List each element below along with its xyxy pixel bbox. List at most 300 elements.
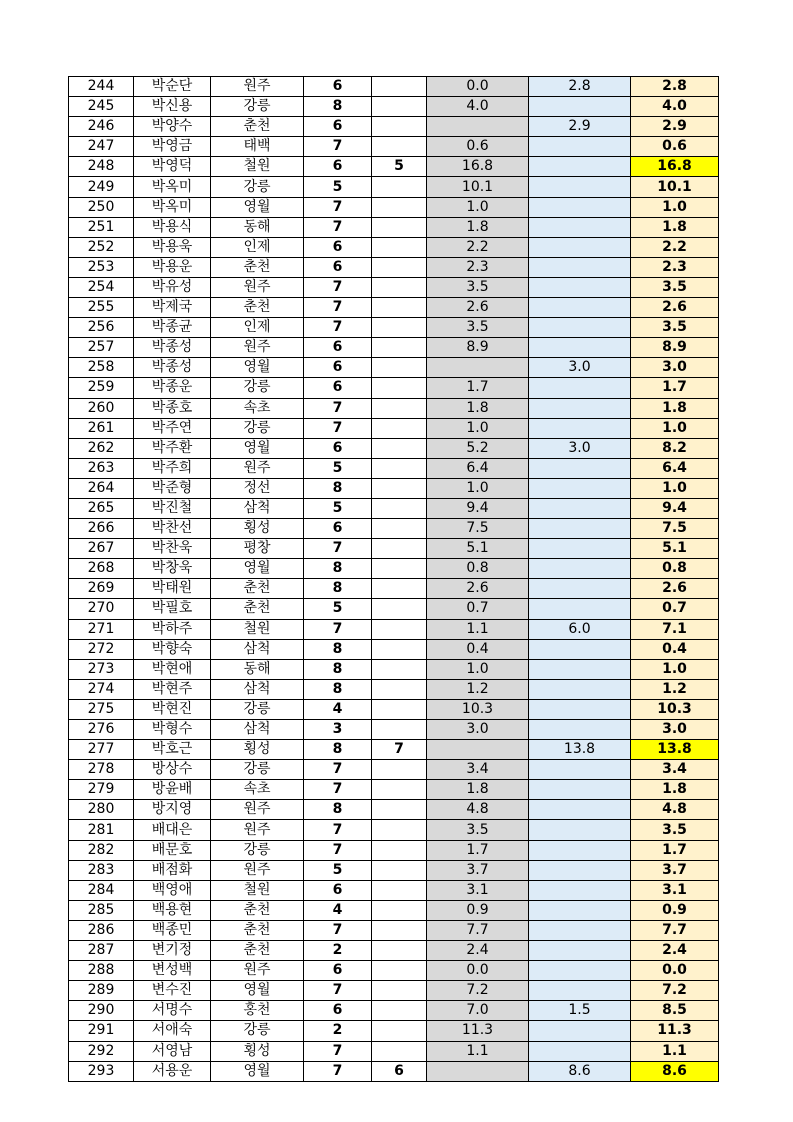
row-number-cell: 257 [69, 338, 134, 358]
value1-cell: 7.2 [427, 981, 529, 1001]
total-cell: 1.1 [631, 1041, 719, 1061]
table-row [69, 519, 719, 539]
region-cell: 강릉 [211, 177, 304, 197]
region-cell: 평창 [211, 539, 304, 559]
value2-cell [529, 860, 631, 880]
mark-cell [372, 679, 427, 699]
name-cell: 변성백 [134, 961, 211, 981]
mark-cell [372, 498, 427, 518]
table-row [69, 358, 719, 378]
value1-cell: 0.0 [427, 77, 529, 97]
name-cell: 배점화 [134, 860, 211, 880]
mark-cell [372, 338, 427, 358]
value2-cell [529, 177, 631, 197]
mark-cell [372, 760, 427, 780]
total-cell: 2.9 [631, 117, 719, 137]
name-cell: 박찬욱 [134, 539, 211, 559]
name-cell: 박현진 [134, 699, 211, 719]
value2-cell [529, 137, 631, 157]
value2-cell [529, 378, 631, 398]
region-cell: 원주 [211, 961, 304, 981]
value2-cell [529, 559, 631, 579]
mark-cell [372, 981, 427, 1001]
mark-cell [372, 378, 427, 398]
grade-cell: 7 [304, 619, 372, 639]
value2-cell [529, 820, 631, 840]
value2-cell: 2.9 [529, 117, 631, 137]
name-cell: 박종운 [134, 378, 211, 398]
value1-cell: 1.0 [427, 418, 529, 438]
name-cell: 박종성 [134, 358, 211, 378]
value1-cell: 3.5 [427, 277, 529, 297]
table-row [69, 1061, 719, 1081]
grade-cell: 8 [304, 679, 372, 699]
value2-cell [529, 1021, 631, 1041]
value1-cell: 3.1 [427, 880, 529, 900]
total-cell: 8.5 [631, 1001, 719, 1021]
total-cell: 3.0 [631, 358, 719, 378]
value1-cell [427, 1061, 529, 1081]
row-number-cell: 260 [69, 398, 134, 418]
name-cell: 박종균 [134, 318, 211, 338]
row-number-cell: 244 [69, 77, 134, 97]
value2-cell [529, 277, 631, 297]
row-number-cell: 253 [69, 257, 134, 277]
value1-cell: 16.8 [427, 157, 529, 177]
name-cell: 백용현 [134, 900, 211, 920]
grade-cell: 8 [304, 659, 372, 679]
value1-cell: 1.8 [427, 780, 529, 800]
grade-cell: 8 [304, 639, 372, 659]
table-row [69, 961, 719, 981]
table-row [69, 579, 719, 599]
row-number-cell: 259 [69, 378, 134, 398]
row-number-cell: 280 [69, 800, 134, 820]
value1-cell: 1.0 [427, 659, 529, 679]
region-cell: 강릉 [211, 699, 304, 719]
total-cell: 3.5 [631, 318, 719, 338]
value2-cell: 13.8 [529, 740, 631, 760]
name-cell: 박유성 [134, 277, 211, 297]
mark-cell [372, 579, 427, 599]
mark-cell [372, 559, 427, 579]
name-cell: 박용욱 [134, 237, 211, 257]
row-number-cell: 271 [69, 619, 134, 639]
name-cell: 배대은 [134, 820, 211, 840]
name-cell: 박형수 [134, 720, 211, 740]
row-number-cell: 265 [69, 498, 134, 518]
row-number-cell: 282 [69, 840, 134, 860]
mark-cell [372, 619, 427, 639]
name-cell: 박주연 [134, 418, 211, 438]
value2-cell [529, 800, 631, 820]
value1-cell: 1.0 [427, 478, 529, 498]
row-number-cell: 274 [69, 679, 134, 699]
data-table [68, 76, 719, 1082]
total-cell: 3.0 [631, 720, 719, 740]
region-cell: 춘천 [211, 920, 304, 940]
value2-cell: 2.8 [529, 77, 631, 97]
name-cell: 박현애 [134, 659, 211, 679]
total-cell: 2.4 [631, 941, 719, 961]
name-cell: 박준형 [134, 478, 211, 498]
grade-cell: 8 [304, 740, 372, 760]
value1-cell: 3.5 [427, 318, 529, 338]
total-cell: 1.0 [631, 659, 719, 679]
region-cell: 춘천 [211, 257, 304, 277]
value2-cell: 1.5 [529, 1001, 631, 1021]
grade-cell: 7 [304, 780, 372, 800]
value2-cell [529, 679, 631, 699]
mark-cell [372, 1021, 427, 1041]
value2-cell [529, 599, 631, 619]
row-number-cell: 246 [69, 117, 134, 137]
total-cell: 3.7 [631, 860, 719, 880]
grade-cell: 7 [304, 1061, 372, 1081]
name-cell: 박순단 [134, 77, 211, 97]
table-row [69, 840, 719, 860]
table-row [69, 1021, 719, 1041]
value1-cell: 4.0 [427, 97, 529, 117]
table-row [69, 398, 719, 418]
region-cell: 영월 [211, 981, 304, 1001]
grade-cell: 6 [304, 378, 372, 398]
row-number-cell: 288 [69, 961, 134, 981]
row-number-cell: 255 [69, 298, 134, 318]
value2-cell [529, 318, 631, 338]
value1-cell: 6.4 [427, 458, 529, 478]
region-cell: 강릉 [211, 97, 304, 117]
row-number-cell: 266 [69, 519, 134, 539]
row-number-cell: 287 [69, 941, 134, 961]
grade-cell: 7 [304, 840, 372, 860]
row-number-cell: 250 [69, 197, 134, 217]
value2-cell [529, 237, 631, 257]
row-number-cell: 281 [69, 820, 134, 840]
name-cell: 박용운 [134, 257, 211, 277]
row-number-cell: 289 [69, 981, 134, 1001]
value2-cell [529, 659, 631, 679]
grade-cell: 7 [304, 920, 372, 940]
table-row [69, 1041, 719, 1061]
name-cell: 방상수 [134, 760, 211, 780]
grade-cell: 5 [304, 458, 372, 478]
name-cell: 박주환 [134, 438, 211, 458]
total-cell: 16.8 [631, 157, 719, 177]
region-cell: 원주 [211, 860, 304, 880]
grade-cell: 6 [304, 438, 372, 458]
value2-cell [529, 941, 631, 961]
table-row [69, 217, 719, 237]
name-cell: 서용운 [134, 1061, 211, 1081]
mark-cell [372, 941, 427, 961]
total-cell: 0.0 [631, 961, 719, 981]
row-number-cell: 248 [69, 157, 134, 177]
grade-cell: 8 [304, 559, 372, 579]
value1-cell: 1.7 [427, 378, 529, 398]
value2-cell [529, 338, 631, 358]
row-number-cell: 245 [69, 97, 134, 117]
grade-cell: 7 [304, 298, 372, 318]
name-cell: 박필호 [134, 599, 211, 619]
total-cell: 1.2 [631, 679, 719, 699]
name-cell: 백영애 [134, 880, 211, 900]
total-cell: 7.5 [631, 519, 719, 539]
grade-cell: 7 [304, 217, 372, 237]
name-cell: 방윤배 [134, 780, 211, 800]
table-row [69, 599, 719, 619]
name-cell: 백종민 [134, 920, 211, 940]
row-number-cell: 258 [69, 358, 134, 378]
total-cell: 3.1 [631, 880, 719, 900]
name-cell: 박양수 [134, 117, 211, 137]
row-number-cell: 279 [69, 780, 134, 800]
total-cell: 2.8 [631, 77, 719, 97]
total-cell: 1.7 [631, 378, 719, 398]
value2-cell [529, 780, 631, 800]
grade-cell: 6 [304, 338, 372, 358]
region-cell: 횡성 [211, 740, 304, 760]
total-cell: 8.6 [631, 1061, 719, 1081]
value1-cell [427, 740, 529, 760]
value1-cell: 2.6 [427, 298, 529, 318]
table-row [69, 197, 719, 217]
region-cell: 영월 [211, 438, 304, 458]
value1-cell: 2.4 [427, 941, 529, 961]
table-row [69, 338, 719, 358]
value1-cell: 1.8 [427, 217, 529, 237]
region-cell: 강릉 [211, 760, 304, 780]
total-cell: 6.4 [631, 458, 719, 478]
table-row [69, 177, 719, 197]
grade-cell: 2 [304, 1021, 372, 1041]
row-number-cell: 264 [69, 478, 134, 498]
mark-cell [372, 478, 427, 498]
mark-cell [372, 438, 427, 458]
name-cell: 박종호 [134, 398, 211, 418]
value2-cell [529, 760, 631, 780]
region-cell: 삼척 [211, 498, 304, 518]
mark-cell [372, 860, 427, 880]
region-cell: 철원 [211, 157, 304, 177]
region-cell: 횡성 [211, 1041, 304, 1061]
total-cell: 1.0 [631, 418, 719, 438]
table-row [69, 981, 719, 1001]
name-cell: 박신용 [134, 97, 211, 117]
region-cell: 정선 [211, 478, 304, 498]
row-number-cell: 290 [69, 1001, 134, 1021]
region-cell: 영월 [211, 358, 304, 378]
total-cell: 9.4 [631, 498, 719, 518]
value1-cell: 2.6 [427, 579, 529, 599]
table-row [69, 880, 719, 900]
row-number-cell: 284 [69, 880, 134, 900]
name-cell: 방지영 [134, 800, 211, 820]
grade-cell: 6 [304, 257, 372, 277]
value1-cell: 3.0 [427, 720, 529, 740]
name-cell: 박제국 [134, 298, 211, 318]
row-number-cell: 269 [69, 579, 134, 599]
row-number-cell: 293 [69, 1061, 134, 1081]
region-cell: 철원 [211, 619, 304, 639]
value2-cell [529, 579, 631, 599]
name-cell: 박영금 [134, 137, 211, 157]
value1-cell: 7.0 [427, 1001, 529, 1021]
value2-cell [529, 298, 631, 318]
name-cell: 박영덕 [134, 157, 211, 177]
total-cell: 2.6 [631, 579, 719, 599]
value1-cell: 1.7 [427, 840, 529, 860]
mark-cell [372, 237, 427, 257]
value2-cell [529, 1041, 631, 1061]
table-row [69, 378, 719, 398]
region-cell: 강릉 [211, 1021, 304, 1041]
table-row [69, 619, 719, 639]
value2-cell [529, 840, 631, 860]
mark-cell: 5 [372, 157, 427, 177]
table-row [69, 157, 719, 177]
grade-cell: 2 [304, 941, 372, 961]
name-cell: 서애숙 [134, 1021, 211, 1041]
table-row [69, 478, 719, 498]
total-cell: 7.7 [631, 920, 719, 940]
table-row [69, 720, 719, 740]
region-cell: 춘천 [211, 579, 304, 599]
name-cell: 박태원 [134, 579, 211, 599]
total-cell: 0.9 [631, 900, 719, 920]
name-cell: 박진철 [134, 498, 211, 518]
value1-cell: 1.8 [427, 398, 529, 418]
grade-cell: 7 [304, 981, 372, 1001]
value1-cell: 4.8 [427, 800, 529, 820]
mark-cell [372, 217, 427, 237]
table-row [69, 679, 719, 699]
table-row [69, 820, 719, 840]
grade-cell: 6 [304, 961, 372, 981]
region-cell: 동해 [211, 217, 304, 237]
row-number-cell: 263 [69, 458, 134, 478]
value2-cell [529, 197, 631, 217]
name-cell: 박호근 [134, 740, 211, 760]
table-row [69, 740, 719, 760]
region-cell: 인제 [211, 237, 304, 257]
value1-cell: 9.4 [427, 498, 529, 518]
table-row [69, 438, 719, 458]
row-number-cell: 286 [69, 920, 134, 940]
table-row [69, 659, 719, 679]
region-cell: 춘천 [211, 117, 304, 137]
table-row [69, 800, 719, 820]
name-cell: 박종성 [134, 338, 211, 358]
row-number-cell: 273 [69, 659, 134, 679]
total-cell: 0.6 [631, 137, 719, 157]
mark-cell [372, 177, 427, 197]
region-cell: 원주 [211, 800, 304, 820]
value2-cell [529, 97, 631, 117]
row-number-cell: 251 [69, 217, 134, 237]
grade-cell: 7 [304, 137, 372, 157]
value2-cell [529, 217, 631, 237]
total-cell: 4.8 [631, 800, 719, 820]
grade-cell: 7 [304, 318, 372, 338]
total-cell: 2.2 [631, 237, 719, 257]
value2-cell: 6.0 [529, 619, 631, 639]
row-number-cell: 252 [69, 237, 134, 257]
row-number-cell: 275 [69, 699, 134, 719]
grade-cell: 7 [304, 820, 372, 840]
region-cell: 삼척 [211, 720, 304, 740]
name-cell: 박옥미 [134, 197, 211, 217]
mark-cell [372, 900, 427, 920]
value2-cell [529, 981, 631, 1001]
total-cell: 0.8 [631, 559, 719, 579]
region-cell: 삼척 [211, 679, 304, 699]
grade-cell: 6 [304, 117, 372, 137]
table-row [69, 458, 719, 478]
total-cell: 1.7 [631, 840, 719, 860]
value1-cell [427, 117, 529, 137]
mark-cell [372, 277, 427, 297]
table-row [69, 1001, 719, 1021]
region-cell: 강릉 [211, 840, 304, 860]
value1-cell: 2.2 [427, 237, 529, 257]
grade-cell: 6 [304, 157, 372, 177]
total-cell: 0.7 [631, 599, 719, 619]
value1-cell: 0.8 [427, 559, 529, 579]
mark-cell [372, 880, 427, 900]
mark-cell [372, 458, 427, 478]
region-cell: 홍천 [211, 1001, 304, 1021]
region-cell: 원주 [211, 820, 304, 840]
value1-cell: 8.9 [427, 338, 529, 358]
name-cell: 서명수 [134, 1001, 211, 1021]
table-row [69, 760, 719, 780]
value2-cell [529, 398, 631, 418]
region-cell: 삼척 [211, 639, 304, 659]
mark-cell [372, 539, 427, 559]
name-cell: 박현주 [134, 679, 211, 699]
total-cell: 3.5 [631, 820, 719, 840]
value1-cell: 10.3 [427, 699, 529, 719]
mark-cell [372, 961, 427, 981]
value1-cell: 10.1 [427, 177, 529, 197]
total-cell: 10.3 [631, 699, 719, 719]
value2-cell [529, 699, 631, 719]
value2-cell [529, 900, 631, 920]
region-cell: 속초 [211, 780, 304, 800]
grade-cell: 8 [304, 579, 372, 599]
table-row [69, 117, 719, 137]
mark-cell [372, 659, 427, 679]
value1-cell: 0.0 [427, 961, 529, 981]
value1-cell: 1.1 [427, 1041, 529, 1061]
value2-cell [529, 880, 631, 900]
mark-cell [372, 1001, 427, 1021]
grade-cell: 5 [304, 498, 372, 518]
value1-cell: 5.1 [427, 539, 529, 559]
mark-cell [372, 800, 427, 820]
total-cell: 7.1 [631, 619, 719, 639]
region-cell: 철원 [211, 880, 304, 900]
mark-cell [372, 780, 427, 800]
value1-cell: 7.5 [427, 519, 529, 539]
value1-cell: 1.2 [427, 679, 529, 699]
row-number-cell: 278 [69, 760, 134, 780]
value2-cell [529, 157, 631, 177]
total-cell: 8.2 [631, 438, 719, 458]
mark-cell [372, 197, 427, 217]
table-row [69, 277, 719, 297]
